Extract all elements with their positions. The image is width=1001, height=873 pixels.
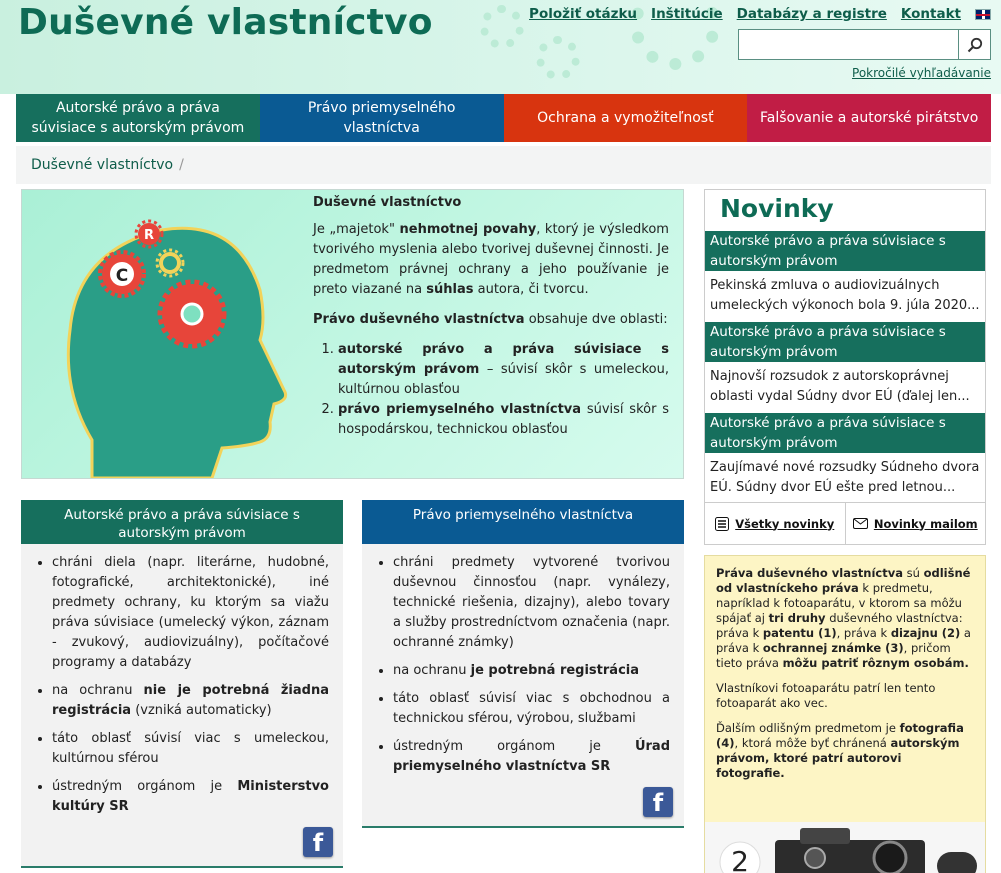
camera-illustration [705,822,985,873]
news-title: Novinky [720,194,834,223]
nav-piracy[interactable]: Falšovanie a autorské pirátstvo [747,94,991,142]
info-paragraph: Práva duševného vlastníctva sú odlišné od vlastníckeho práva k predmetu, napríklad k fotoaparátu, v ktorom sa môžu spájať aj tri druhy duševného vlastníctva: práva k patentu (1), práva k dizajnu (2) a práva k ochrannej známke (3), pričom tieto práva môžu patriť rôznym osobám. [716,566,971,670]
news-by-email-link[interactable] [845,503,986,544]
all-news-link[interactable] [705,503,845,544]
list-item: • na ochranu nie je potrebná žiadna registrácia (vzniká automaticky) [52,681,329,721]
nav-copyright[interactable]: Autorské právo a práva súvisiace s autorským právom [16,94,260,142]
info-paragraph: Ďalším odlišným predmetom je fotografia (4), ktorá môže byť chránená autorským právom, ktoré patrí autorovi fotografie. [716,721,964,780]
industrial-property-box-title[interactable]: Právo priemyselného vlastníctva [362,500,684,544]
breadcrumb-separator: / [179,157,184,173]
facebook-icon[interactable]: f [643,787,673,817]
all-news-label: Všetky novinky [735,516,835,531]
news-panel [704,189,986,545]
list-item: • chráni diela (napr. literárne, hudobné, fotografické, architektonické), iné predmety ochrany, ku ktorým sa viažu práva súvisiace (umelecký výkon, záznam - zvukový, audiovizuálny), počítačové programy a databázy [52,553,329,673]
intro-panel [21,189,684,479]
main-nav [16,94,991,142]
intro-areas: Právo duševného vlastníctva obsahuje dve oblasti: [313,312,668,327]
databases-link[interactable]: Databázy a registre [736,6,887,22]
top-links [529,6,991,22]
news-item[interactable]: Zaujímavé nové rozsudky Súdneho dvora EÚ. Súdny dvor EÚ ešte pred letnou... [710,460,980,495]
news-item[interactable]: Pekinská zmluva o audiovizuálnych umeleckých výkonoch bola 9. júla 2020... [710,278,980,313]
industrial-property-box [362,500,684,828]
news-footer [705,502,985,544]
institutions-link[interactable]: Inštitúcie [651,6,723,22]
list-item: • ústredným orgánom je Úrad priemyselného vlastníctva SR [393,737,670,777]
news-by-email-label: Novinky mailom [873,516,978,531]
contact-link[interactable]: Kontakt [900,6,961,22]
info-box [704,555,986,873]
nav-industrial-property[interactable]: Právo priemyselného vlastníctva [260,94,504,142]
breadcrumb-item[interactable]: Duševné vlastníctvo [31,157,174,173]
gear-decoration [536,36,580,80]
search-input[interactable] [739,30,957,59]
list-item: • táto oblasť súvisí viac s umeleckou, kultúrnou sférou [52,729,329,769]
info-paragraph: Vlastníkovi fotoaparátu patrí len tento fotoaparát ako vec. [716,681,936,710]
facebook-icon[interactable]: f [303,827,333,857]
head-gears-illustration [22,190,312,478]
list-item: • na ochranu je potrebná registrácia [393,661,670,681]
list-item: • ústredným orgánom je Ministerstvo kultúry SR [52,777,329,817]
intro-heading: Duševné vlastníctvo [313,195,462,210]
list-icon [715,517,729,531]
intro-list [313,340,669,440]
ask-question-link[interactable]: Položiť otázku [529,6,638,22]
camera-number-label: 2 [731,845,749,873]
english-flag-icon[interactable] [975,9,991,20]
list-item: 1. autorské právo a práva súvisiace s autorským právom – súvisí skôr s umeleckou, kultúrnou oblasťou [338,340,669,400]
search-icon [967,37,983,53]
list-item: 2. právo priemyselného vlastníctva súvisí skôr s hospodárskou, technickou oblasťou [338,400,669,440]
search-box [738,29,991,60]
registered-gear-label: R [143,228,155,243]
search-button[interactable] [958,30,990,59]
copyright-list [21,544,343,817]
envelope-icon [853,518,868,529]
nav-enforcement[interactable]: Ochrana a vymožiteľnosť [504,94,748,142]
news-category[interactable]: Autorské právo a práva súvisiace s autorským právom [705,231,985,271]
site-title[interactable]: Duševné vlastníctvo [18,2,433,43]
camera-image [705,822,985,873]
news-category[interactable]: Autorské právo a práva súvisiace s autorským právom [705,322,985,362]
copyright-box [21,500,343,868]
copyright-box-title[interactable]: Autorské právo a práva súvisiace s autorským právom [21,500,343,544]
gear-decoration [480,5,524,49]
news-item[interactable]: Najnovší rozsudok z autorskoprávnej oblasti vydal Súdny dvor EÚ (ďalej len... [710,369,970,404]
copyright-gear-label: C [115,266,129,286]
list-item: • táto oblasť súvisí viac s obchodnou a technickou sférou, výrobou, službami [393,689,670,729]
intro-paragraph: Je „majetok" nehmotnej povahy, ktorý je výsledkom tvorivého myslenia alebo tvorivej duševnej činnosti. Je predmetom právnej ochrany a jeho používanie je preto viazané na súhlas autora, či tvorcu. [313,222,669,297]
list-item: • chráni predmety vytvorené tvorivou duševnou činnosťou (napr. vynálezy, technické riešenia, dizajny), alebo tovary a služby prostredníctvom označenia (napr. ochranné známky) [393,553,670,653]
breadcrumb [16,146,991,184]
header [0,0,1001,94]
industrial-property-list [362,544,684,777]
intro-text [313,193,669,440]
news-category[interactable]: Autorské právo a práva súvisiace s autorským právom [705,413,985,453]
advanced-search-link[interactable]: Pokročilé vyhľadávanie [852,66,991,80]
